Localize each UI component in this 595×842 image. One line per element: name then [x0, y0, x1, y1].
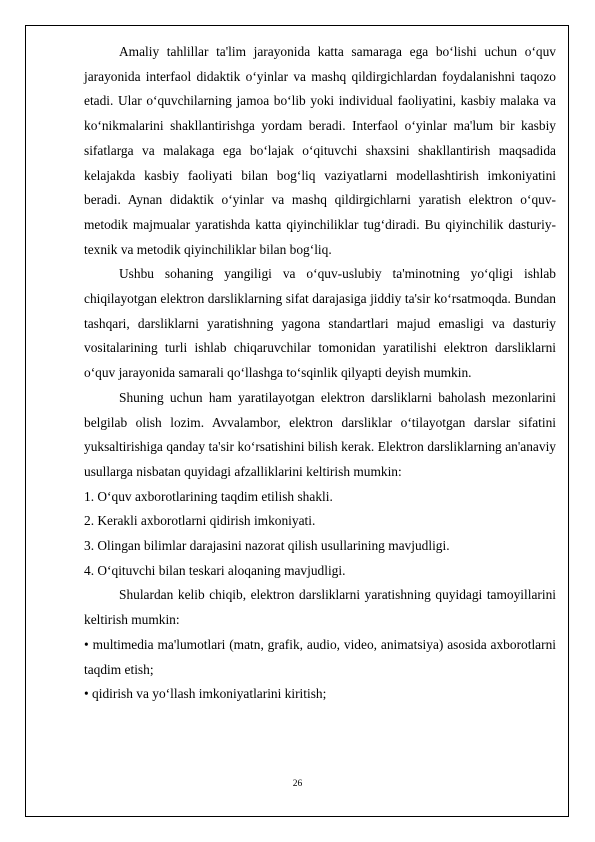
list-item: 4. O‘qituvchi bilan teskari aloqaning mavjudligi.	[84, 562, 346, 578]
paragraph: Shuning uchun ham yaratilayotgan elektron darsliklarni baholash mezonlarini belgilab olish lozim. Avvalambor, elektron darsliklar o‘tilayotgan darslar sifatini yuksaltirishiga qanday ta'sir ko‘rsatishini bilish kerak. Elektron darsliklarning an'anaviy usullarga nisbatan quyidagi afzalliklarini keltirish mumkin:	[84, 389, 556, 479]
bullet-item: • multimedia ma'lumotlari (matn, grafik, audio, video, animatsiya) asosida axborotlarni taqdim etish;	[84, 636, 556, 677]
paragraph: Shulardan kelib chiqib, elektron darsliklarni yaratishning quyidagi tamoyillarini keltirish mumkin:	[84, 587, 556, 628]
page-number: 26	[292, 779, 303, 789]
bullet-item: • qidirish va yo‘llash imkoniyatlarini kiritish;	[84, 686, 327, 702]
list-item: 3. Olingan bilimlar darajasini nazorat qilish usullarining mavjudligi.	[84, 538, 450, 554]
list-item: 2. Kerakli axborotlarni qidirish imkoniyati.	[84, 513, 316, 529]
paragraph: Amaliy tahlillar ta'lim jarayonida katta samaraga ega bo‘lishi uchun o‘quv jarayonida interfaol didaktik o‘yinlar va mashq qildirgichlardan foydalanishni taqozo etadi. Ular o‘quvchilarning jamoa bo‘lib yoki individual faoliyatini, kasbiy malaka va ko‘nikmalarini shakllantirishga yordam beradi. Interfaol o‘yinlar ma'lum bir kasbiy sifatlarga va malakaga ega bo‘lajak o‘qituvchi shaxsini shakllantirish maqsadida kelajakda kasbiy faoliyati bilan bog‘liq vaziyatlarni modellashtirish imkoniyatini beradi. Aynan didaktik o‘yinlar va mashq qildirgichlarni yaratish elektron o‘quv-metodik majmualar yaratishda katta qiyinchiliklar tug‘diradi. Bu qiyinchilik dasturiy-texnik va metodik qiyinchiliklar bilan bog‘liq.	[84, 44, 556, 257]
bullet-list	[84, 633, 556, 707]
paragraph: Ushbu sohaning yangiligi va o‘quv-uslubiy ta'minotning yo‘qligi ishlab chiqilayotgan elektron darsliklarning sifat darajasiga jiddiy ta'sir ko‘rsatmoqda. Bundan tashqari, darsliklarni yaratishning yagona standartlari majud emasligi va dasturiy vositalarining turli ishlab chiqaruvchilar tomonidan yaratilishi elektron darsliklarni o‘quv jarayonida samarali qo‘llashga to‘sqinlik qilyapti deyish mumkin.	[84, 266, 556, 381]
document-body	[84, 40, 556, 707]
list-item: 1. O‘quv axborotlarining taqdim etilish shakli.	[84, 488, 333, 504]
numbered-list	[84, 485, 556, 584]
